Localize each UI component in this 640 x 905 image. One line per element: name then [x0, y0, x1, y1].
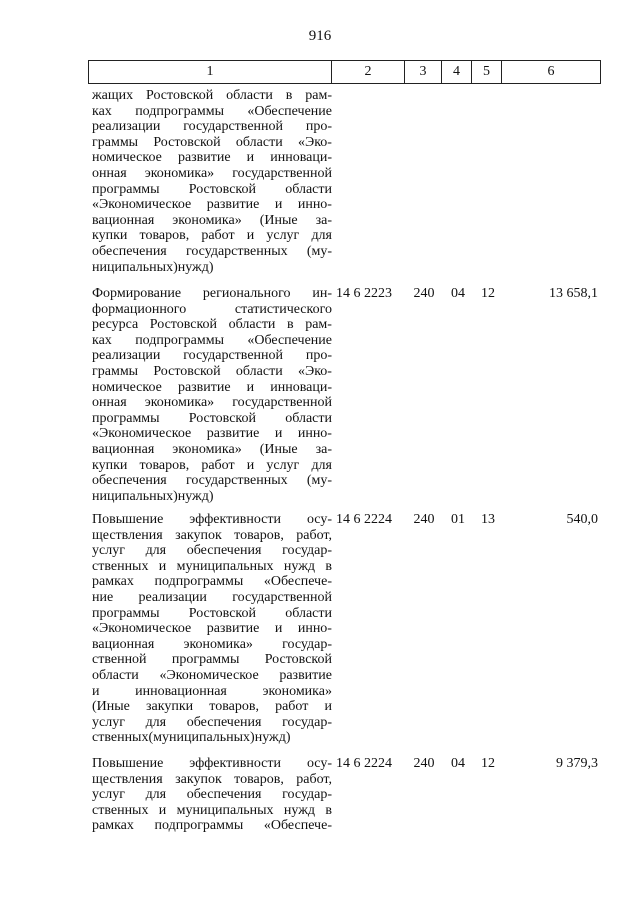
description-line: «Экономическое развитие и инно- [92, 621, 332, 637]
description-line: Повышение эффективности осу- [92, 756, 332, 771]
description-line: Повышение эффективности осу- [92, 512, 332, 527]
description-line: области «Экономическое развитие [92, 667, 332, 683]
description-line: рамках подпрограммы «Обеспече- [92, 574, 332, 590]
description-line: и инновационная экономика» [92, 683, 332, 699]
row-section: 01 [451, 512, 465, 527]
description-line: граммы Ростовской области «Эко- [92, 134, 332, 150]
description-line: ственных (муниципальных) нужд) [92, 730, 291, 746]
column-header-1: 1 [89, 61, 332, 84]
column-header-2: 2 [332, 61, 405, 84]
page-number: 916 [308, 28, 332, 44]
description-line: обеспечения государственных (му- [92, 243, 332, 259]
description-line: ресурса Ростовской области в рам- [92, 317, 332, 333]
description-line: ках подпрограммы «Обеспечение [92, 332, 332, 348]
description-line: купки товаров, работ и услуг для [92, 457, 332, 473]
description-line: «Экономическое развитие и инно- [92, 426, 332, 442]
row-subsection: 13 [481, 512, 495, 527]
row-amount: 540,0 [566, 512, 598, 527]
row-section: 04 [451, 286, 465, 301]
description-line: услуг для обеспечения государ- [92, 714, 332, 730]
description-line: ниципальных) нужд) [92, 259, 214, 275]
row-description [92, 88, 332, 275]
description-line: вационная экономика» (Иные за- [92, 441, 332, 457]
description-line: вационная экономика» государ- [92, 636, 332, 652]
description-line: реализации государственной про- [92, 119, 332, 135]
description-line: ках подпрограммы «Обеспечение [92, 103, 332, 119]
description-line: граммы Ростовской области «Эко- [92, 363, 332, 379]
row-description [92, 512, 332, 746]
description-line: вационная экономика» (Иные за- [92, 212, 332, 228]
description-line: жащих Ростовской области в рам- [92, 88, 332, 103]
description-line: услуг для обеспечения государ- [92, 787, 332, 803]
description-line: программы Ростовской области [92, 410, 332, 426]
row-expense-type: 240 [413, 286, 435, 301]
description-line: ществления закупок товаров, работ, [92, 527, 332, 543]
column-header-4: 4 [442, 61, 472, 84]
description-line: онная экономика» государственной [92, 395, 332, 411]
table-header [88, 60, 601, 84]
description-line: (Иные закупки товаров, работ и [92, 699, 332, 715]
description-line: формационного статистического [92, 301, 332, 317]
description-line: онная экономика» государственной [92, 165, 332, 181]
description-line: Формирование регионального ин- [92, 286, 332, 301]
description-line: ниципальных) нужд) [92, 488, 214, 504]
row-description [92, 286, 332, 504]
row-amount: 9 379,3 [556, 756, 598, 771]
row-expense-type: 240 [413, 756, 435, 771]
row-target-code: 14 6 2224 [336, 756, 392, 771]
description-line: ственной программы Ростовской [92, 652, 332, 668]
header-row [89, 61, 601, 84]
row-subsection: 12 [481, 286, 495, 301]
description-line: «Экономическое развитие и инно- [92, 197, 332, 213]
description-line: ществления закупок товаров, работ, [92, 771, 332, 787]
description-line: номическое развитие и инноваци- [92, 379, 332, 395]
description-line: реализации государственной про- [92, 348, 332, 364]
column-header-6: 6 [502, 61, 601, 84]
description-line: номическое развитие и инноваци- [92, 150, 332, 166]
description-line: купки товаров, работ и услуг для [92, 228, 332, 244]
row-description [92, 756, 332, 834]
row-expense-type: 240 [413, 512, 435, 527]
description-line: ние реализации государственной [92, 589, 332, 605]
description-line: услуг для обеспечения государ- [92, 543, 332, 559]
description-line: ственных и муниципальных нужд в [92, 558, 332, 574]
description-line: программы Ростовской области [92, 605, 332, 621]
description-line: ственных и муниципальных нужд в [92, 802, 332, 818]
row-target-code: 14 6 2223 [336, 286, 392, 301]
row-section: 04 [451, 756, 465, 771]
description-line: рамках подпрограммы «Обеспече- [92, 818, 332, 834]
description-line: программы Ростовской области [92, 181, 332, 197]
description-line: обеспечения государственных (му- [92, 473, 332, 489]
column-header-3: 3 [405, 61, 442, 84]
row-amount: 13 658,1 [549, 286, 598, 301]
row-subsection: 12 [481, 756, 495, 771]
column-header-5: 5 [472, 61, 502, 84]
row-target-code: 14 6 2224 [336, 512, 392, 527]
